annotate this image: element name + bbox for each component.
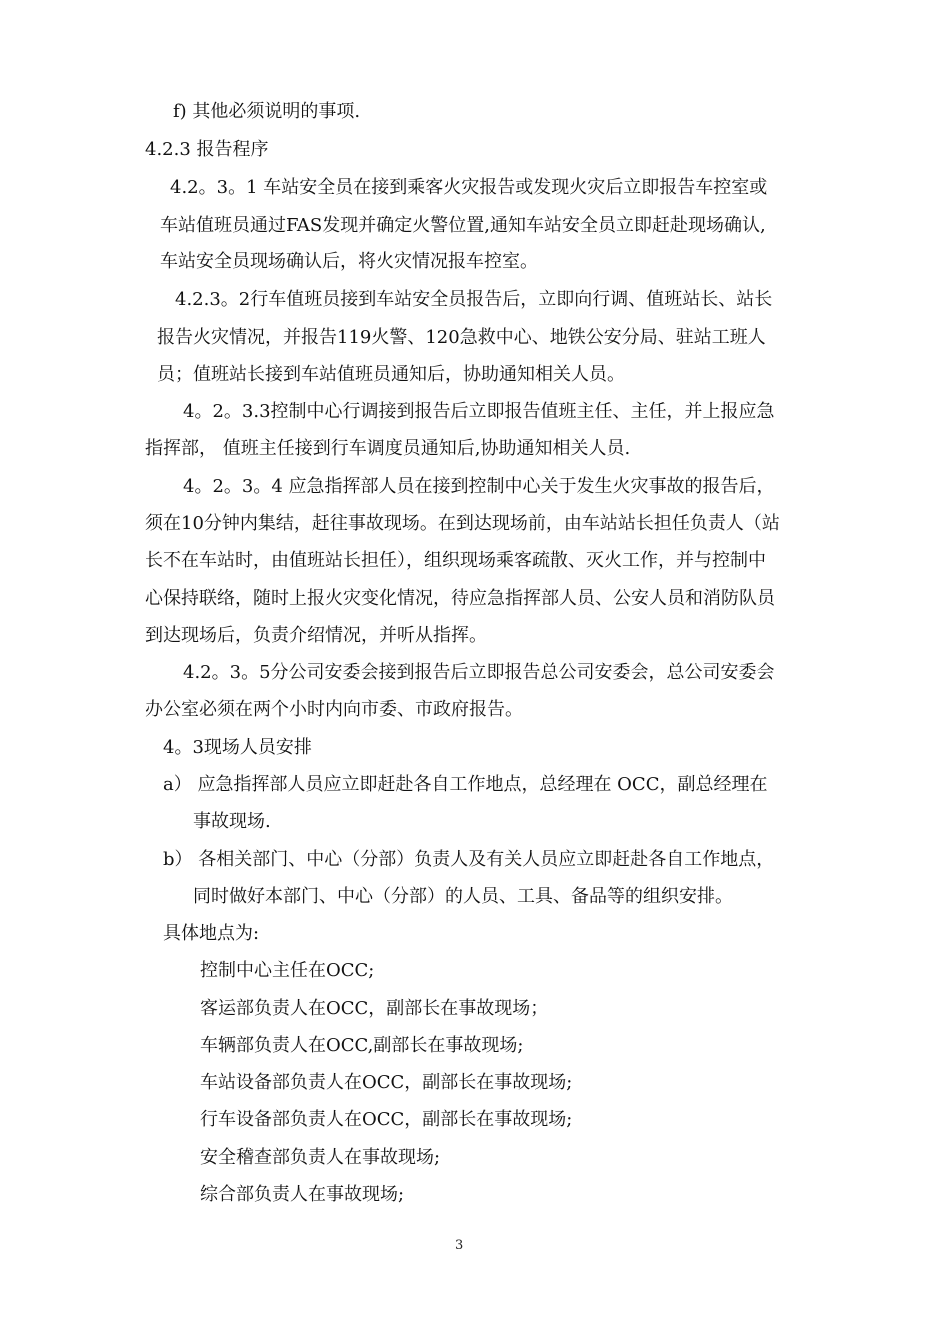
para-4-2-3-4-line-4: 心保持联络，随时上报火灾变化情况，待应急指挥部人员、公安人员和消防队员 xyxy=(145,588,775,609)
para-4-2-3-1-line-1: 4.2。3。1 车站安全员在接到乘客火灾报告或发现火灾后立即报告车控室或 xyxy=(170,177,768,198)
para-4-2-3-3-line-1: 4。2。3.3控制中心行调接到报告后立即报告值班主任、主任，并上报应急 xyxy=(183,401,775,422)
para-4-2-3-4-line-1: 4。2。3。4 应急指挥部人员在接到控制中心关于发生火灾事故的报告后， xyxy=(183,476,775,497)
para-4-2-3-2-line-2: 报告火灾情况，并报告119火警、120急救中心、地铁公安分局、驻站工班人 xyxy=(157,327,766,348)
para-4-2-3-5-line-1: 4.2。3。5分公司安委会接到报告后立即报告总公司安委会，总公司安委会 xyxy=(183,662,775,683)
item-b-line-2: 同时做好本部门、中心（分部）的人员、工具、备品等的组织安排。 xyxy=(193,886,733,907)
location-station-equipment-dept: 车站设备部负责人在OCC，副部长在事故现场; xyxy=(200,1072,573,1093)
para-4-2-3-1-line-3: 车站安全员现场确认后，将火灾情况报车控室。 xyxy=(160,251,538,272)
para-4-2-3-4-line-2: 须在10分钟内集结，赶往事故现场。在到达现场前，由车站站长担任负责人（站 xyxy=(145,513,780,534)
page-number: 3 xyxy=(455,1238,464,1253)
para-4-2-3-3-line-2: 指挥部， 值班主任接到行车调度员通知后,协助通知相关人员. xyxy=(145,438,631,459)
item-b-line-1: b） 各相关部门、中心（分部）负责人及有关人员应立即赶赴各自工作地点， xyxy=(163,849,775,870)
item-a-line-2: 事故现场. xyxy=(193,811,271,832)
para-4-2-3-5-line-2: 办公室必须在两个小时内向市委、市政府报告。 xyxy=(145,699,523,720)
location-control-center: 控制中心主任在OCC; xyxy=(200,960,375,981)
para-4-2-3-2-line-1: 4.2.3。2行车值班员接到车站安全员报告后，立即向行调、值班站长、站长 xyxy=(175,289,773,310)
item-f-other-matters: f) 其他必须说明的事项. xyxy=(173,101,361,122)
para-4-2-3-4-line-3: 长不在车站时，由值班站长担任），组织现场乘客疏散、灭火工作，并与控制中 xyxy=(145,550,766,571)
location-safety-audit-dept: 安全稽查部负责人在事故现场; xyxy=(200,1147,441,1168)
location-passenger-dept: 客运部负责人在OCC，副部长在事故现场； xyxy=(200,998,549,1019)
location-vehicle-dept: 车辆部负责人在OCC,副部长在事故现场; xyxy=(200,1035,524,1056)
section-heading-report-procedure: 4.2.3 报告程序 xyxy=(145,139,269,160)
item-a-line-1: a） 应急指挥部人员应立即赶赴各自工作地点，总经理在 OCC，副总经理在 xyxy=(163,774,768,795)
locations-intro: 具体地点为: xyxy=(163,923,260,944)
para-4-2-3-4-line-5: 到达现场后，负责介绍情况，并听从指挥。 xyxy=(145,625,487,646)
location-general-dept: 综合部负责人在事故现场; xyxy=(200,1184,405,1205)
para-4-2-3-2-line-3: 员；值班站长接到车站值班员通知后，协助通知相关人员。 xyxy=(157,364,625,385)
location-train-equipment-dept: 行车设备部负责人在OCC，副部长在事故现场; xyxy=(200,1109,573,1130)
para-4-2-3-1-line-2: 车站值班员通过FAS发现并确定火警位置,通知车站安全员立即赶赴现场确认, xyxy=(160,215,766,236)
section-heading-onsite-staff: 4。3现场人员安排 xyxy=(163,737,312,758)
